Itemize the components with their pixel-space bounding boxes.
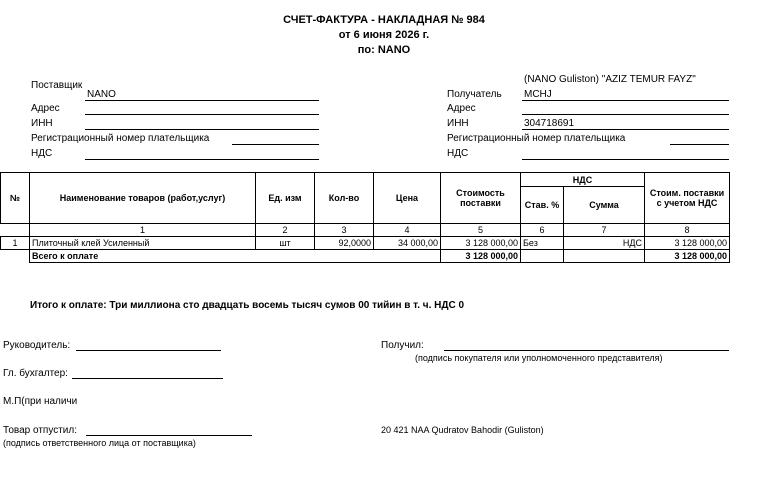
supplier-label: Поставщик <box>31 80 83 91</box>
supplier-reg-label: Регистрационный номер плательщика <box>31 133 210 144</box>
released-label: Товар отпустил: <box>3 425 77 436</box>
total-in-words: Итого к оплате: Три миллиона сто двадцать восемь тысяч сумов 00 тийин в т. ч. НДС 0 <box>30 300 465 311</box>
supplier-name: NANO <box>87 89 116 100</box>
supplier-reg-line <box>232 144 319 145</box>
receiver-address-line <box>522 114 729 115</box>
col-number: 2 <box>256 224 315 237</box>
supplier-name-line <box>85 100 319 101</box>
total-row <box>1 250 730 263</box>
header-num: № <box>1 173 30 224</box>
total-vat-rate <box>521 250 564 263</box>
row-price: 34 000,00 <box>374 237 441 250</box>
received-note: (подпись покупателя или уполномоченного представителя) <box>415 353 663 363</box>
row-vat-sum: НДС <box>564 237 645 250</box>
col-number: 3 <box>315 224 374 237</box>
supplier-address-line <box>85 114 319 115</box>
row-num: 1 <box>1 237 30 250</box>
released-sign-line <box>86 435 252 436</box>
header-unit: Ед. изм <box>256 173 315 224</box>
supplier-inn-label: ИНН <box>31 118 53 129</box>
table-row <box>1 237 730 250</box>
receiver-name-line2: MCHJ <box>524 89 552 100</box>
agent-name: 20 421 NAA Qudratov Bahodir (Guliston) <box>381 425 544 435</box>
received-sign-line <box>444 350 729 351</box>
header-vat-rate: Став. % <box>521 187 564 224</box>
row-cost: 3 128 000,00 <box>441 237 521 250</box>
col-number: 4 <box>374 224 441 237</box>
receiver-vat-label: НДС <box>447 148 469 159</box>
col-number: 1 <box>30 224 256 237</box>
invoice-date: от 6 июня 2026 г. <box>338 29 430 41</box>
header-vat: НДС <box>521 173 645 187</box>
row-unit: шт <box>256 237 315 250</box>
stamp-label: М.П(при наличи <box>3 396 78 407</box>
total-cost: 3 128 000,00 <box>441 250 521 263</box>
receiver-inn-line <box>522 129 729 130</box>
supplier-inn-line <box>85 129 319 130</box>
total-blank <box>1 250 30 263</box>
receiver-reg-label: Регистрационный номер плательщика <box>447 133 626 144</box>
receiver-inn-label: ИНН <box>447 118 469 129</box>
total-vat-sum <box>564 250 645 263</box>
receiver-name-line <box>522 100 729 101</box>
header-qty: Кол-во <box>315 173 374 224</box>
receiver-inn: 304718691 <box>524 118 575 129</box>
accountant-sign-line <box>72 378 223 379</box>
total-label: Всего к оплате <box>30 250 441 263</box>
invoice-table <box>0 172 730 263</box>
header-vat-sum: Сумма <box>564 187 645 224</box>
header-cost: Стоимость поставки <box>441 173 521 224</box>
received-label: Получил: <box>381 340 424 351</box>
director-label: Руководитель: <box>3 340 71 351</box>
released-note: (подпись ответственного лица от поставщика) <box>3 438 196 448</box>
row-qty: 92,0000 <box>315 237 374 250</box>
receiver-reg-line <box>670 144 729 145</box>
col-number-blank <box>1 224 30 237</box>
director-sign-line <box>76 350 221 351</box>
receiver-address-label: Адрес <box>447 103 476 114</box>
row-name: Плиточный клей Усиленный <box>30 237 256 250</box>
row-total: 3 128 000,00 <box>645 237 730 250</box>
col-number: 7 <box>564 224 645 237</box>
header-total: Стоим. поставки с учетом НДС <box>645 173 730 224</box>
receiver-label: Получатель <box>447 89 502 100</box>
row-vat-rate: Без <box>521 237 564 250</box>
col-number: 6 <box>521 224 564 237</box>
column-numbers-row <box>1 224 730 237</box>
supplier-vat-line <box>85 159 319 160</box>
total-sum: 3 128 000,00 <box>645 250 730 263</box>
header-name: Наименование товаров (работ,услуг) <box>30 173 256 224</box>
col-number: 8 <box>645 224 730 237</box>
supplier-address-label: Адрес <box>31 103 60 114</box>
col-number: 5 <box>441 224 521 237</box>
supplier-vat-label: НДС <box>31 148 53 159</box>
header-price: Цена <box>374 173 441 224</box>
accountant-label: Гл. бухгалтер: <box>3 368 68 379</box>
receiver-vat-line <box>522 159 729 160</box>
invoice-title: СЧЕТ-ФАКТУРА - НАКЛАДНАЯ № 984 <box>283 14 485 26</box>
invoice-contract: по: NANO <box>357 44 411 56</box>
receiver-name-line1: (NANO Guliston) "AZIZ TEMUR FAYZ" <box>524 74 696 85</box>
